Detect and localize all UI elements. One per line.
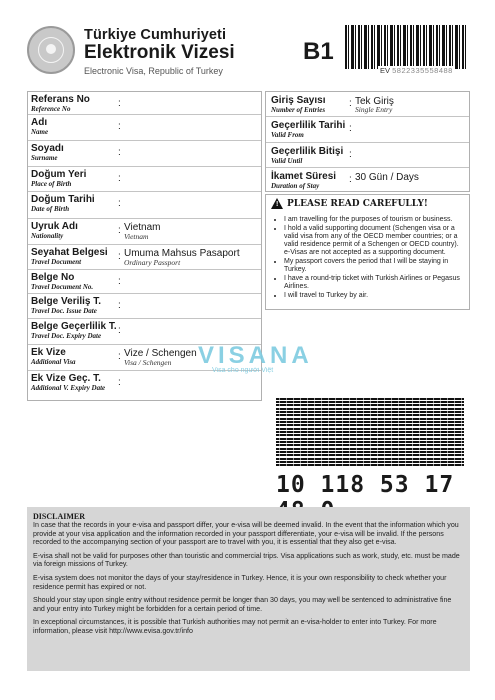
field-label-sub: Nationality (31, 232, 64, 240)
field-value-sub: Single Entry (355, 105, 393, 114)
field-colon: : (118, 377, 121, 388)
field-label-sub: Additional V. Expiry Date (31, 384, 106, 392)
field-colon: : (118, 276, 121, 287)
field-value-sub: Visa / Schengen (124, 358, 172, 367)
warning-item: • I am travelling for the purposes of tourism or business. (284, 216, 465, 224)
field-label-sub: Travel Document No. (31, 283, 94, 291)
ev-number (378, 66, 455, 75)
field-label: Geçerlilik Bitişi (271, 146, 344, 157)
warning-item: • I have a round-trip ticket with Turkish Airlines or Pegasus Airlines. (284, 275, 465, 291)
field-colon: : (118, 147, 121, 158)
disclaimer-title: DISCLAIMER (33, 512, 86, 521)
field-label: Ek Vize (31, 347, 66, 358)
field-label-sub: Valid From (271, 131, 304, 139)
field-label-sub: Surname (31, 154, 58, 162)
barcode (345, 25, 467, 69)
field-label-sub: Reference No (31, 105, 71, 113)
field-label-sub: Travel Document (31, 258, 82, 266)
field-colon: : (349, 149, 352, 160)
field-row (266, 92, 469, 117)
visa-class: B1 (303, 38, 334, 65)
field-label: Soyadı (31, 143, 64, 154)
right-fields-table (265, 91, 470, 192)
disclaimer-paragraph: Should your stay upon single entry without residence permit be longer than 30 days, you may well be sentenced to administrative fine and your entry into Turkey might be forbidden for a certain period of time. (33, 596, 452, 613)
disclaimer-paragraph: E-visa shall not be valid for purposes other than touristic and commercial trips. Visa applications such as work, study, etc. must be made via foreign missions of Turkey. (33, 551, 460, 569)
field-label: Belge No (31, 272, 75, 283)
field-label-sub: Additional Visa (31, 358, 76, 366)
field-label: Seyahat Belgesi (31, 247, 108, 258)
field-row (266, 168, 469, 191)
field-label: Doğum Tarihi (31, 194, 95, 205)
pdf417-barcode (276, 398, 464, 466)
field-value-sub: Ordinary Passport (124, 258, 181, 267)
document-subtitle: Electronic Visa, Republic of Turkey (84, 66, 223, 76)
watermark-logo: VISANA (198, 342, 313, 369)
field-label: Uyruk Adı (31, 221, 78, 232)
field-colon: : (118, 251, 121, 262)
field-colon: : (349, 98, 352, 109)
ev-number-value: 5822335558488 (392, 66, 453, 75)
disclaimer-paragraph: E-visa system does not monitor the days of your stay/residence in Turkey. Hence, it is your own responsibility to check whether your residence permit has expired or not. (33, 573, 447, 591)
field-label-sub: Date of Birth (31, 205, 70, 213)
field-label-sub: Valid Until (271, 157, 303, 165)
field-row (28, 167, 261, 192)
field-row (266, 117, 469, 143)
field-colon: : (118, 351, 121, 362)
field-colon: : (118, 173, 121, 184)
field-row (266, 143, 469, 168)
country-name: Türkiye Cumhuriyeti (84, 27, 227, 43)
field-row (28, 219, 261, 245)
field-row (28, 294, 261, 319)
field-label-sub: Place of Birth (31, 180, 72, 188)
warning-title: PLEASE READ CAREFULLY! (287, 199, 428, 209)
field-colon: : (118, 325, 121, 336)
field-value: Vize / Schengen (124, 348, 197, 359)
field-colon: : (349, 174, 352, 185)
field-row (28, 371, 261, 398)
document-title: Elektronik Vizesi (84, 42, 235, 63)
watermark-tagline: Visa cho người Việt (212, 367, 274, 374)
field-row (28, 245, 261, 270)
field-label-sub: Travel Doc. Expiry Date (31, 332, 102, 340)
field-label: Giriş Sayısı (271, 95, 326, 106)
field-label: İkamet Süresi (271, 171, 337, 182)
field-label: Referans No (31, 94, 90, 105)
field-row (28, 141, 261, 167)
field-row (28, 115, 261, 141)
warning-list (272, 216, 465, 301)
field-row (28, 92, 261, 115)
field-value: Umuma Mahsus Pasaport (124, 248, 240, 259)
field-colon: : (118, 98, 121, 109)
field-label-sub: Duration of Stay (271, 182, 320, 190)
field-colon: : (349, 123, 352, 134)
field-row (28, 270, 261, 294)
field-label: Belge Veriliş T. (31, 296, 102, 307)
field-label: Geçerlilik Tarihi (271, 120, 346, 131)
disclaimer-paragraph: In case that the records in your e-visa and passport differ, your e-visa will be deemed invalid. In the event that the information which you provide at your visa application and the information recorded in your passport differentiate, your e-visa will be invalid. If the persons recorded to the accompanying section of your passport are to travel with you, it is essential that they also get e-visa. (33, 521, 459, 547)
field-label: Ek Vize Geç. T. (31, 373, 101, 384)
warning-item: • I hold a valid supporting document (Schengen visa or a valid visa from any of the OECD member countries; or a valid residence permit of a Schengen or OECD country). e-Visas are not accepted as a supporting document. (284, 225, 465, 257)
field-value: Vietnam (124, 222, 161, 233)
field-label-sub: Name (31, 128, 49, 136)
field-colon: : (118, 121, 121, 132)
field-value: 30 Gün / Days (355, 172, 419, 183)
field-colon: : (118, 300, 121, 311)
field-colon: : (118, 198, 121, 209)
field-label: Adı (31, 117, 48, 128)
field-label-sub: Travel Doc. Issue Date (31, 307, 97, 315)
disclaimer-paragraph: In exceptional circumstances, it is possible that Turkish authorities may not permit an e-visa-holder to enter into Turkey. For more information, please visit http://www.evisa.gov.tr/info (33, 618, 437, 635)
field-label-sub: Number of Entries (271, 106, 326, 114)
field-value-sub: Vietnam (124, 232, 149, 241)
republic-seal-icon (27, 26, 75, 74)
warning-item: • I will travel to Turkey by air. (284, 292, 465, 300)
field-value: Tek Giriş (355, 96, 394, 107)
field-row (28, 192, 261, 219)
field-colon: : (118, 225, 121, 236)
ev-prefix: EV (380, 66, 391, 75)
warning-item: • My passport covers the period that I will be staying in Turkey. (284, 258, 465, 274)
code-number: 10 118 53 17 (276, 472, 455, 498)
field-label: Doğum Yeri (31, 169, 87, 180)
disclaimer-box (27, 507, 470, 671)
field-label: Belge Geçerlilik T. (31, 321, 117, 332)
